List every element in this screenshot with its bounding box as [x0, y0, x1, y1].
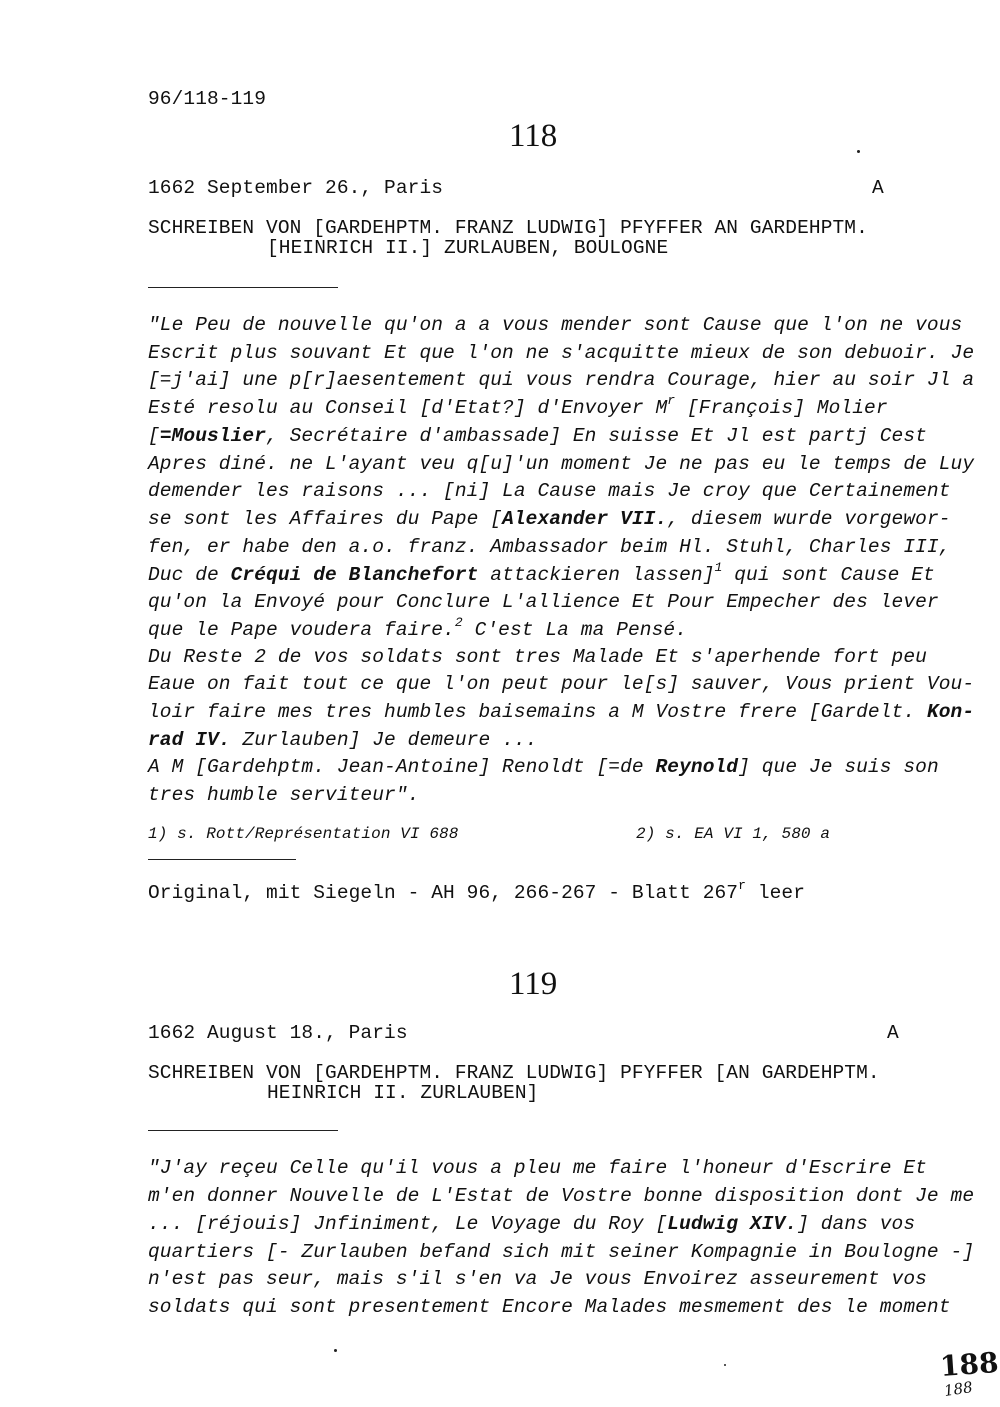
body-line: rad IV. Zurlauben] Je demeure ...	[148, 729, 538, 751]
doc2-date-place: 1662 August 18., Paris	[148, 1022, 408, 1044]
body-line: tres humble serviteur".	[148, 784, 420, 806]
body-line: Du Reste 2 de vos soldats sont tres Malade Et s'aperhende fort peu	[148, 646, 927, 668]
body-line: Esté resolu au Conseil [d'Etat?] d'Envoyer $M^r$ [François] Molier	[148, 393, 888, 419]
speck-mark	[724, 1364, 726, 1366]
body-line: se sont les Affaires du Pape [Alexander VII., diesem wurde vorgewor-	[148, 508, 951, 530]
body-line: [=Mouslier, Secrétaire d'ambassade] En suisse Et Jl est partj Cest	[148, 425, 927, 447]
speck-mark	[334, 1349, 337, 1352]
doc1-source-note: Original, mit Siegeln - AH 96, 266-267 - Blatt 267$^r$ leer	[148, 878, 806, 904]
body-line: A M [Gardehptm. Jean-Antoine] Renoldt [=de Reynold] que Je suis son	[148, 756, 939, 778]
body-line: n'est pas seur, mais s'il s'en va Je vous Envoirez asseurement vos	[148, 1268, 927, 1290]
body-line: Duc de Créqui de Blanchefort attackieren lassen]$^1$ qui sont Cause Et	[148, 560, 935, 586]
body-line: soldats qui sont presentement Encore Malades mesmement des le moment	[148, 1296, 951, 1318]
handwritten-page-number: 188	[938, 1346, 1000, 1383]
footnote-1: 1) s. Rott/Représentation VI 688	[148, 825, 459, 843]
body-line: "Le Peu de nouvelle qu'on a a vous mender sont Cause que l'on ne vous	[148, 314, 963, 336]
doc1-title-line2: [HEINRICH II.] ZURLAUBEN, BOULOGNE	[267, 237, 669, 259]
doc2-title-line1: SCHREIBEN VON [GARDEHPTM. FRANZ LUDWIG] PFYFFER [AN GARDEHPTM.	[148, 1062, 880, 1084]
footnote-2: 2) s. EA VI 1, 580 a	[636, 825, 831, 843]
divider-rule	[148, 1130, 338, 1131]
body-line: quartiers [- Zurlauben befand sich mit seiner Kompagnie in Boulogne -]	[148, 1241, 975, 1263]
doc1-marker: A	[872, 177, 884, 199]
body-line: que le Pape voudera faire.$^2$ C'est La ma Pensé.	[148, 615, 688, 641]
doc1-date-place: 1662 September 26., Paris	[148, 177, 444, 199]
doc2-title-line2: HEINRICH II. ZURLAUBEN]	[267, 1082, 539, 1104]
doc1-title-line1: SCHREIBEN VON [GARDEHPTM. FRANZ LUDWIG] PFYFFER AN GARDEHPTM.	[148, 217, 868, 239]
body-line: Eaue on fait tout ce que l'on peut pour le[s] sauver, Vous prient Vou-	[148, 673, 975, 695]
body-line: m'en donner Nouvelle de L'Estat de Vostre bonne disposition dont Je me	[148, 1185, 975, 1207]
document-number-118: 118	[509, 118, 558, 154]
body-line: ... [réjouis] Jnfiniment, Le Voyage du Roy [Ludwig XIV.] dans vos	[148, 1213, 916, 1235]
doc2-marker: A	[887, 1022, 899, 1044]
body-line: Escrit plus souvant Et que l'on ne s'acquitte mieux de son debuoir. Je	[148, 342, 975, 364]
body-line: "J'ay reçeu Celle qu'il vous a pleu me faire l'honeur d'Escrire Et	[148, 1157, 927, 1179]
body-line: loir faire mes tres humbles baisemains a M Vostre frere [Gardelt. Kon-	[148, 701, 975, 723]
body-line: fen, er habe den a.o. franz. Ambassador beim Hl. Stuhl, Charles III,	[148, 536, 951, 558]
divider-rule	[148, 287, 338, 288]
document-number-119: 119	[509, 966, 558, 1002]
body-line: demender les raisons ... [ni] La Cause mais Je croy que Certainement	[148, 480, 951, 502]
body-line: Apres diné. ne L'ayant veu q[u]'un moment Je ne pas eu le temps de Luy	[148, 453, 975, 475]
speck-mark	[857, 150, 860, 153]
footnote-rule	[148, 859, 296, 860]
body-line: qu'on la Envoyé pour Conclure L'allience Et Pour Empecher des lever	[148, 591, 939, 613]
archive-reference: 96/118-119	[148, 88, 267, 110]
handwritten-page-number-small: 188	[942, 1378, 974, 1400]
body-line: [=j'ai] une p[r]aesentement qui vous rendra Courage, hier au soir Jl a	[148, 369, 975, 391]
